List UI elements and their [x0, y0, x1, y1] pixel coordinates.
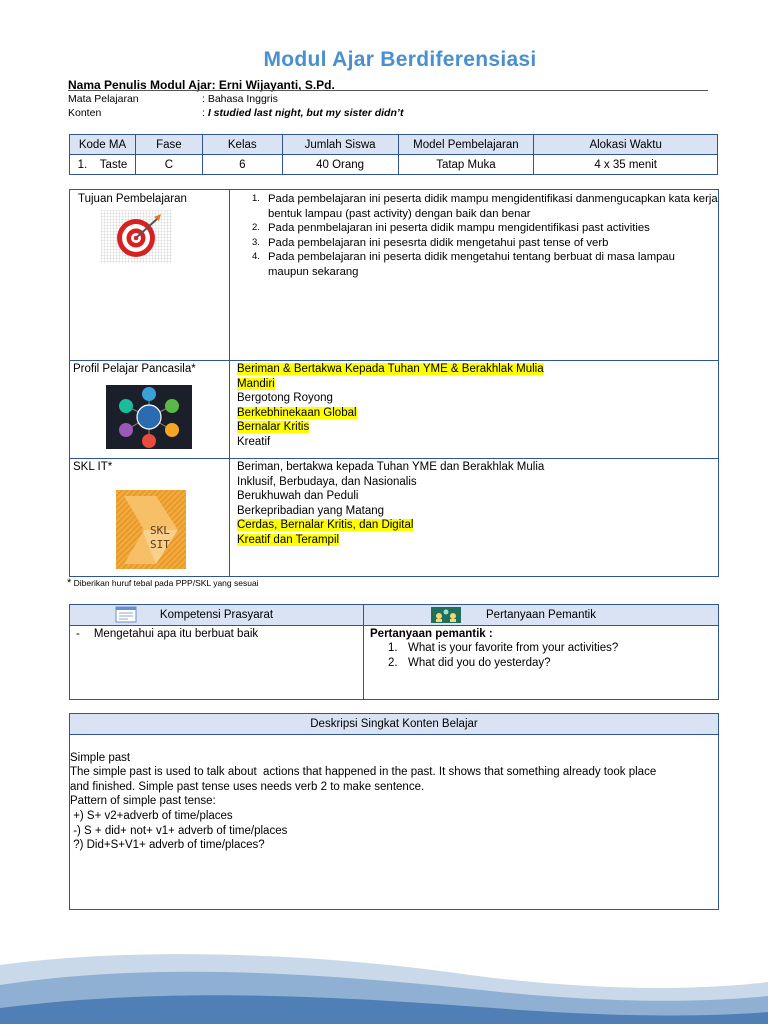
list-item: 3. Pada pembelajaran ini pesesrta didik mengetahui past tense of verb — [252, 236, 609, 249]
description-line: and finished. Simple past tense uses needs verb 2 to make sentence. — [70, 780, 425, 793]
author-line: Nama Penulis Modul Ajar: Erni Wijayanti, S.Pd. — [68, 78, 335, 92]
prereq-header: Kompetensi Prasyarat — [70, 605, 363, 625]
row-divider — [69, 625, 719, 626]
column-divider — [363, 604, 364, 700]
goals-label: Tujuan Pembelajaran — [78, 193, 187, 205]
list-item: Kreatif — [237, 435, 271, 448]
trigger-header: Pertanyaan Pemantik — [364, 605, 718, 625]
description-line: +) S+ v2+adverb of time/places — [70, 809, 233, 822]
info-value-cell: 1. Taste — [70, 155, 136, 175]
list-item: Bergotong Royong — [237, 392, 333, 405]
info-header-cell: Model Pembelajaran — [398, 135, 534, 155]
content-row — [202, 107, 403, 119]
module-info-table — [69, 134, 718, 175]
info-header-cell: Alokasi Waktu — [534, 135, 718, 155]
skl-icon-text: SIT — [150, 538, 170, 551]
info-header-cell: Jumlah Siswa — [282, 135, 398, 155]
skl-sit-icon — [116, 490, 186, 569]
description-header: Deskripsi Singkat Konten Belajar — [70, 714, 718, 734]
content-colon: : — [202, 107, 208, 119]
list-item: Kreatif dan Terampil — [237, 533, 340, 546]
footer-wave-decoration — [0, 930, 768, 1024]
description-line: The simple past is used to talk about actions that happened in the past. It shows that something already took place — [70, 766, 657, 779]
info-header-cell: Fase — [135, 135, 202, 155]
list-item: Mandiri — [237, 377, 275, 390]
list-item: Berkebhinekaan Global — [237, 406, 357, 419]
trigger-list — [388, 641, 713, 670]
trigger-subtitle: Pertanyaan pemantik : — [370, 628, 493, 640]
skl-list — [237, 460, 707, 548]
pancasila-profile-icon — [106, 385, 192, 449]
list-item: 2. What did you do yesterday? — [388, 656, 551, 669]
info-header-cell: Kelas — [202, 135, 282, 155]
row-divider — [69, 360, 719, 361]
list-item: 4. Pada pembelajaran ini peserta didik mengetahui tentang berbuat di masa lampau maupun sekarang — [252, 251, 675, 278]
goals-list — [230, 192, 718, 279]
list-item: Beriman & Bertakwa Kepada Tuhan YME & Berakhlak Mulia — [237, 363, 544, 375]
prereq-item: - Mengetahui apa itu berbuat baik — [76, 628, 259, 640]
skl-label: SKL IT* — [73, 461, 113, 473]
list-item: Berkepribadian yang Matang — [237, 504, 385, 517]
info-header-row — [70, 135, 718, 155]
list-item: Berukhuwah dan Peduli — [237, 490, 359, 503]
info-value-cell: 40 Orang — [282, 155, 398, 175]
document-title: Modul Ajar Berdiferensiasi — [263, 48, 537, 71]
content-value: I studied last night, but my sister didn’t — [207, 107, 404, 119]
list-item: Cerdas, Bernalar Kritis, dan Digital — [237, 519, 414, 532]
footnote: * Diberikan huruf tebal pada PPP/SKL yang sesuai — [67, 577, 259, 589]
info-header-cell: Kode MA — [70, 135, 136, 155]
title-rule — [68, 90, 708, 91]
document-icon — [115, 606, 137, 623]
list-item: 1. What is your favorite from your activities? — [388, 642, 619, 654]
description-line: ?) Did+S+V1+ adverb of time/places? — [70, 839, 265, 852]
info-value-cell: 4 x 35 menit — [534, 155, 718, 175]
description-line: Simple past — [70, 751, 131, 764]
description-line: -) S + did+ not+ v1+ adverb of time/places — [70, 824, 288, 837]
info-value-cell: C — [135, 155, 202, 175]
list-item: 2. Pada penmbelajaran ini peserta didik mampu mengidentifikasi past activities — [252, 222, 650, 234]
profile-list — [237, 362, 707, 450]
row-divider — [69, 458, 719, 459]
description-line: Pattern of simple past tense: — [70, 795, 216, 808]
profile-label: Profil Pelajar Pancasila* — [73, 363, 196, 375]
info-value-cell: Tatap Muka — [398, 155, 534, 175]
description-body — [70, 736, 718, 867]
target-icon — [101, 210, 172, 263]
subject-value: : Bahasa Inggris — [202, 93, 278, 105]
subject-label: Mata Pelajaran — [68, 93, 139, 105]
list-item: Inklusif, Berbudaya, dan Nasionalis — [237, 475, 417, 488]
list-item: 1. Pada pembelajaran ini peserta didik mampu mengidentifikasi danmengucapkan kata kerja bentuk lampau (past activity) dengan baik dan benar — [252, 193, 718, 220]
info-value-row — [70, 155, 718, 175]
content-label: Konten — [68, 107, 102, 119]
row-divider — [69, 734, 719, 735]
skl-icon-text: SKL — [150, 524, 170, 537]
list-item: Bernalar Kritis — [237, 421, 310, 434]
info-value-cell: 6 — [202, 155, 282, 175]
list-item: Beriman, bertakwa kepada Tuhan YME dan Berakhlak Mulia — [237, 461, 545, 473]
discussion-icon — [431, 607, 461, 623]
